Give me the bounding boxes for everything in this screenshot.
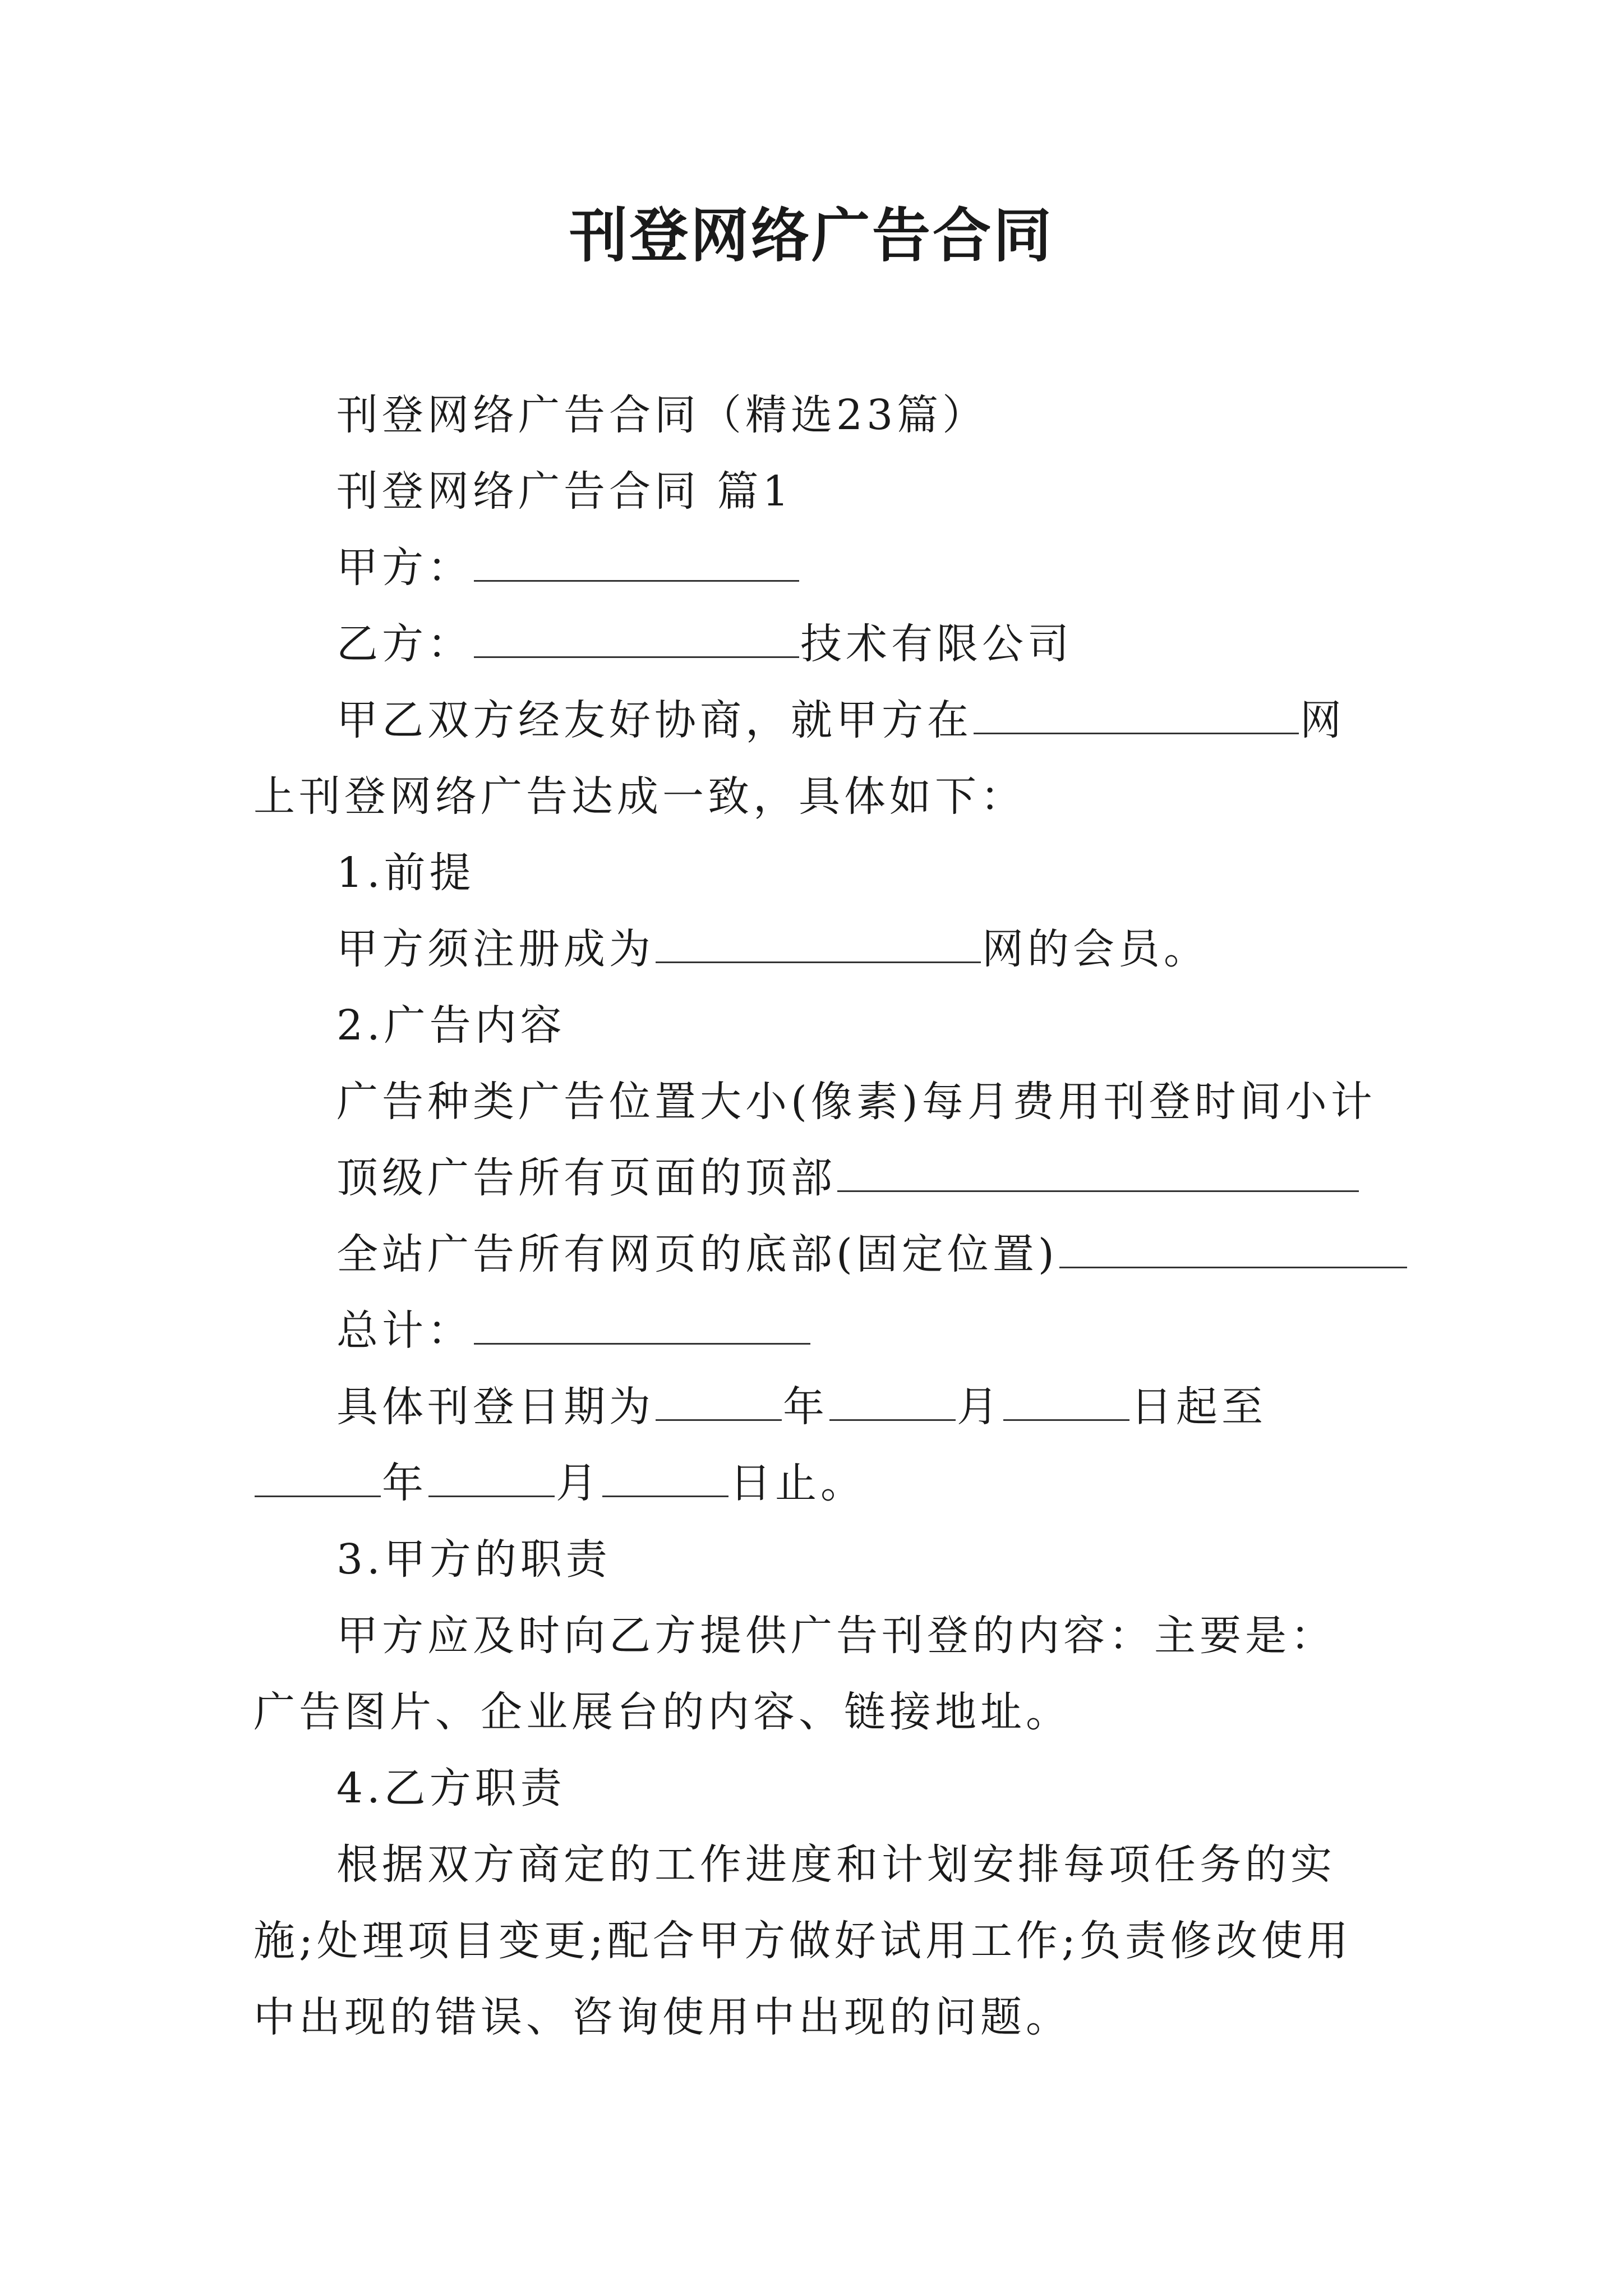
date-year2-blank	[255, 1456, 381, 1497]
party-b-label: 乙方：	[336, 620, 473, 668]
section4-heading: 4.乙方职责	[336, 1764, 566, 1812]
date-year2: 年	[382, 1459, 427, 1507]
party-b-blank	[474, 617, 799, 658]
top-ad-row	[253, 1140, 1381, 1216]
section4-body: 根据双方商定的工作进度和计划安排每项任务的实施;处理项目变更;配合甲方做好试用工作;负责修改使用中出现的错误、咨询使用中出现的问题。	[253, 1841, 1352, 2041]
date-day2-blank	[602, 1456, 728, 1497]
section1-blank	[656, 922, 981, 963]
intro-blank	[974, 693, 1299, 734]
section1-part1: 甲方须注册成为	[336, 925, 654, 973]
date-month: 月	[957, 1383, 1002, 1431]
party-a-label: 甲方：	[336, 544, 473, 592]
article-heading: 刊登网络广告合同 篇1	[336, 467, 793, 516]
section3-heading: 3.甲方的职责	[336, 1535, 611, 1584]
date-day-from: 日起至	[1131, 1383, 1267, 1431]
date-month2-blank	[428, 1456, 555, 1497]
date-month-blank	[829, 1380, 956, 1421]
date-day-blank	[1003, 1380, 1129, 1421]
total-blank	[474, 1304, 810, 1345]
site-ad-blank	[1059, 1227, 1407, 1268]
section1-part2: 网的会员。	[982, 925, 1209, 973]
ad-table-header: 广告种类广告位置大小(像素)每月费用刊登时间小计	[336, 1078, 1376, 1126]
section1-heading: 1.前提	[336, 849, 475, 897]
site-ad-label: 全站广告所有网页的底部(固定位置)	[336, 1230, 1058, 1278]
section1-body	[253, 911, 1381, 987]
date-paragraph	[253, 1369, 1381, 1521]
date-year-blank	[656, 1380, 782, 1421]
intro-paragraph	[253, 682, 1381, 835]
intro-part1: 甲乙双方经友好协商，就甲方在	[336, 696, 972, 744]
party-b-line	[253, 606, 1381, 682]
top-ad-blank	[837, 1151, 1359, 1192]
document-body	[253, 377, 1381, 2055]
total-line	[253, 1292, 1381, 1369]
top-ad-label: 顶级广告所有页面的顶部	[336, 1154, 836, 1202]
document-title: 刊登网络广告合同	[569, 201, 1054, 270]
party-b-suffix: 技术有限公司	[800, 620, 1073, 668]
date-year: 年	[783, 1383, 828, 1431]
section3-body: 甲方应及时向乙方提供广告刊登的内容：主要是：广告图片、企业展台的内容、链接地址。	[253, 1612, 1336, 1736]
party-a-blank	[474, 541, 799, 582]
intro-part2: 网上刊登网络广告达成一致，具体如下：	[253, 696, 1345, 821]
date-end: 日止。	[730, 1459, 866, 1507]
document-subtitle: 刊登网络广告合同（精选23篇）	[336, 391, 988, 439]
date-prefix: 具体刊登日期为	[336, 1383, 654, 1431]
total-label: 总计：	[336, 1306, 473, 1355]
party-a-line	[253, 530, 1381, 606]
site-ad-row	[253, 1216, 1381, 1292]
section2-heading: 2.广告内容	[336, 1001, 566, 1050]
date-month2: 月	[556, 1459, 601, 1507]
